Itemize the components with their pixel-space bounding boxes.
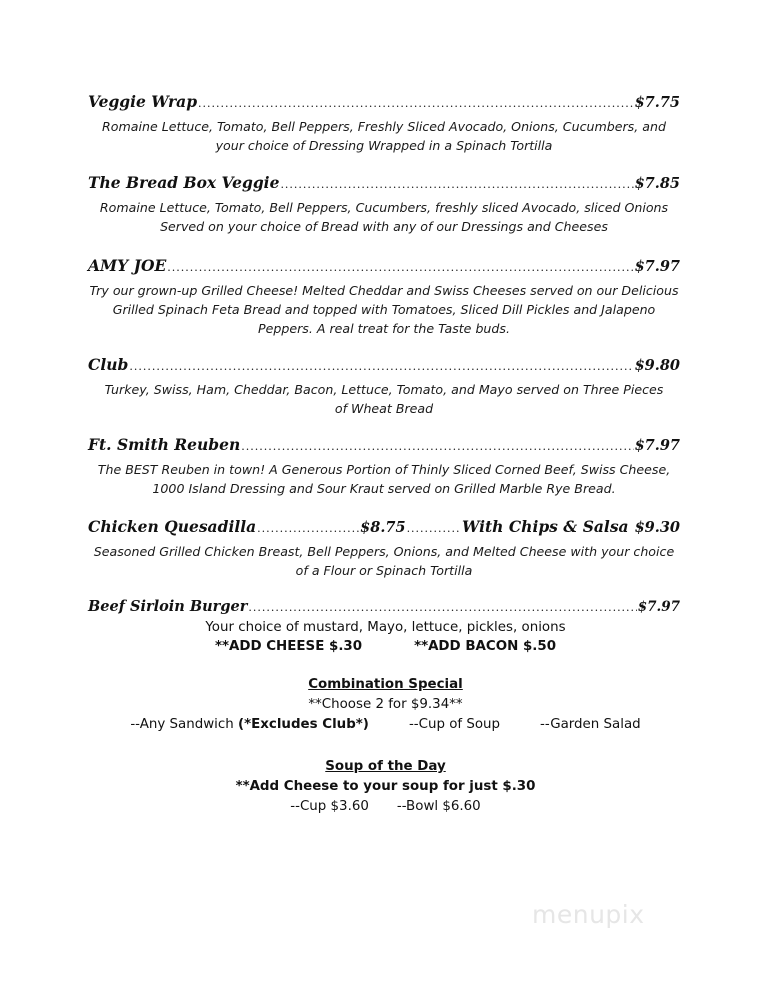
item-name: Club xyxy=(88,355,129,374)
dot-leader xyxy=(241,437,633,457)
item-name: Chicken Quesadilla xyxy=(88,517,257,536)
combination-options xyxy=(0,715,771,734)
soup-heading: Soup of the Day xyxy=(325,759,446,774)
option-any-sandwich: --Any Sandwich xyxy=(130,717,238,732)
dot-leader xyxy=(198,94,634,114)
dot-leader xyxy=(407,519,461,539)
option-garden-salad: --Garden Salad xyxy=(540,717,641,732)
item-price: $7.97 xyxy=(634,258,680,275)
option-cup-of-soup: --Cup of Soup xyxy=(408,717,501,732)
item-description: Try our grown-up Grilled Cheese! Melted Cheddar and Swiss Cheeses served on our Delicious Grilled Spinach Feta Bread and topped with Tomatoes, Sliced Dill Pickles and Jalapeno Peppers. A real treat for the Taste buds. xyxy=(89,283,679,336)
item-description: Romaine Lettuce, Tomato, Bell Peppers, Freshly Sliced Avocado, Onions, Cucumbers, and your choice of Dressing Wrapped in a Spinach Tortilla xyxy=(102,119,666,153)
item-name: The Bread Box Veggie xyxy=(88,173,280,192)
item-price: $7.97 xyxy=(637,599,680,615)
item-description: Seasoned Grilled Chicken Breast, Bell Peppers, Onions, and Melted Cheese with your choice of a Flour or Spinach Tortilla xyxy=(93,544,675,578)
soup-addon: **Add Cheese to your soup for just $.30 xyxy=(235,779,536,794)
dot-leader xyxy=(280,175,633,195)
item-name: Beef Sirloin Burger xyxy=(88,598,248,615)
watermark-logo: menupix xyxy=(532,900,645,929)
item-price: $7.75 xyxy=(634,94,680,111)
dot-leader xyxy=(129,357,633,377)
burger-addons xyxy=(0,637,771,656)
combination-heading: Combination Special xyxy=(308,677,463,692)
menu-item-club xyxy=(88,355,680,418)
soup-sizes xyxy=(0,797,771,816)
menu-item-ft-smith-reuben xyxy=(88,435,680,498)
menu-item-bread-box-veggie xyxy=(88,173,680,236)
item-price: $7.85 xyxy=(634,175,680,192)
menu-item-amy-joe xyxy=(88,256,680,338)
item-name: Veggie Wrap xyxy=(88,92,198,111)
option-label: With Chips & Salsa xyxy=(462,517,629,536)
burger-description: Your choice of mustard, Mayo, lettuce, pickles, onions xyxy=(205,620,566,635)
addon-cheese: **ADD CHEESE $.30 xyxy=(214,639,363,654)
item-price: $7.97 xyxy=(634,437,680,454)
soup-bowl-price: --Bowl $6.60 xyxy=(396,799,481,814)
item-description: Romaine Lettuce, Tomato, Bell Peppers, Cucumbers, freshly sliced Avocado, sliced Onions Served on your choice of Bread with any of our Dressings and Cheeses xyxy=(99,200,669,234)
dot-leader xyxy=(248,598,636,618)
item-description: Turkey, Swiss, Ham, Cheddar, Bacon, Lettuce, Tomato, and Mayo served on Three Pieces of Wheat Bread xyxy=(104,382,664,416)
addon-bacon: **ADD BACON $.50 xyxy=(414,639,557,654)
item-price: $9.80 xyxy=(634,357,680,374)
item-name: AMY JOE xyxy=(88,256,167,275)
option-excludes-club: (*Excludes Club*) xyxy=(238,717,369,732)
soup-cup-price: --Cup $3.60 xyxy=(290,799,369,814)
dot-leader xyxy=(257,519,359,539)
option-price: $9.30 xyxy=(634,519,680,536)
dot-leader xyxy=(167,258,633,278)
item-name: Ft. Smith Reuben xyxy=(88,435,241,454)
combination-subtitle: **Choose 2 for $9.34** xyxy=(308,697,463,712)
item-description: The BEST Reuben in town! A Generous Portion of Thinly Sliced Corned Beef, Swiss Cheese, 1000 Island Dressing and Sour Kraut served on Grilled Marble Rye Bread. xyxy=(97,462,671,496)
item-price: $8.75 xyxy=(360,519,406,536)
menu-item-veggie-wrap xyxy=(88,92,680,155)
menu-item-chicken-quesadilla xyxy=(88,517,680,580)
menu-item-beef-sirloin-burger xyxy=(88,597,680,618)
